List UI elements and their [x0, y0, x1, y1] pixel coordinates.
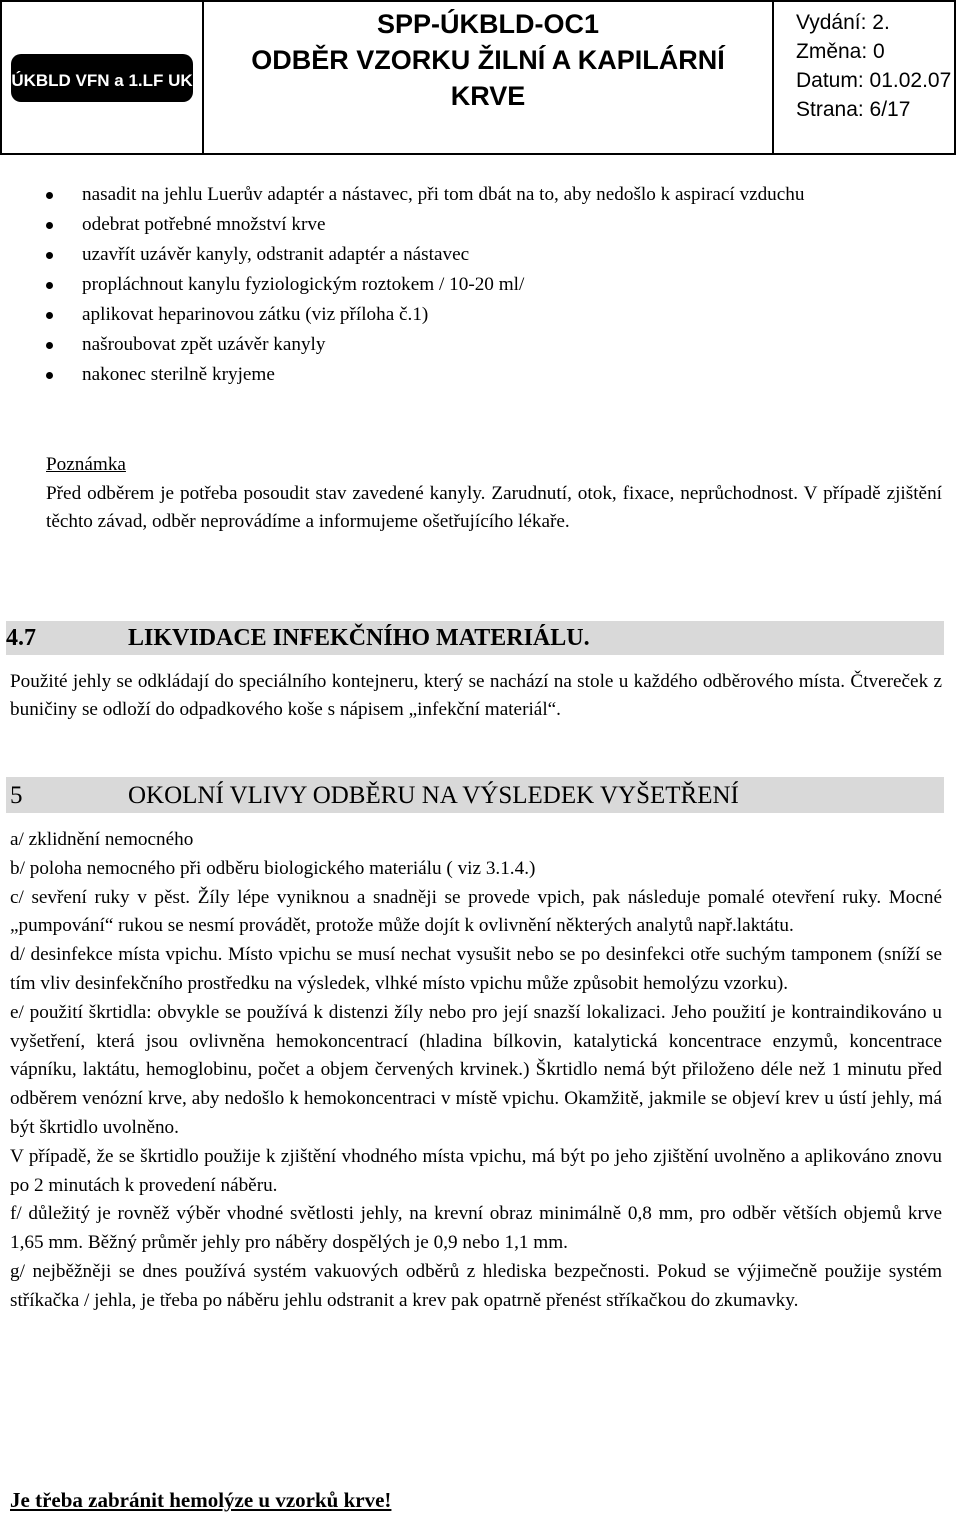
- document-header: [0, 0, 956, 155]
- document-title-line2: KRVE: [450, 81, 526, 111]
- logo-cell: [2, 2, 204, 153]
- procedure-steps: [10, 180, 942, 390]
- section-heading-5: [6, 777, 944, 813]
- change-number: Změna: 0: [796, 40, 885, 63]
- list-item: odebrat potřebné množství krve: [10, 210, 942, 240]
- paragraph: g/ nejběžněji se dnes používá systém vakuových odběrů z hlediska bezpečnosti. Pokud se výjimečně použije systém stříkačka / jehla, je třeba po náběru jehlu odstranit a krev pak opatrně přenést stříkačkou do zkumavky.: [10, 1260, 942, 1311]
- institution-logo: [9, 48, 195, 108]
- list-item: uzavřít uzávěr kanyly, odstranit adaptér a nástavec: [10, 240, 942, 270]
- section-5-body: [10, 826, 942, 1316]
- document-code: SPP-ÚKBLD-OC1: [376, 9, 599, 39]
- document-title-block: [204, 2, 774, 153]
- paragraph: a/ zklidnění nemocného: [10, 829, 194, 850]
- paragraph: V případě, že se škrtidlo použije k zjištění vhodného místa vpichu, má být po jeho zjištění uvolněno a aplikováno znovu po 2 minutách k provedení náběru.: [10, 1145, 942, 1196]
- section-heading-4-7: [6, 621, 944, 655]
- document-meta: [774, 2, 954, 153]
- paragraph: d/ desinfekce místa vpichu. Místo vpichu se musí nechat vysušit nebo se po desinfekci otře suchým tamponem (sníží se tím vliv desinfekčního prostředku na výsledek, vlhké místo vpichu může způsobit hemolýzu vzorku).: [10, 944, 942, 994]
- list-item: aplikovat heparinovou zátku (viz příloha č.1): [10, 300, 942, 330]
- bullet-list: [10, 180, 942, 390]
- page-number: Strana: 6/17: [796, 98, 911, 121]
- list-item: propláchnout kanylu fyziologickým roztokem / 10-20 ml/: [10, 270, 942, 300]
- issue-number: Vydání: 2.: [796, 11, 890, 34]
- final-warning: Je třeba zabránit hemolýze u vzorků krve!: [10, 1488, 392, 1512]
- paragraph: b/ poloha nemocného při odběru biologického materiálu ( viz 3.1.4.): [10, 857, 536, 879]
- section-title: OKOLNÍ VLIVY ODBĚRU NA VÝSLEDEK VYŠETŘENÍ: [128, 782, 739, 809]
- paragraph: c/ sevření ruky v pěst. Žíly lépe vyniknou a snadněji se provede vpich, pak následuje pomalé otevření ruky. Mocné „pumpování“ rukou se nesmí provádět, protože může dojít k ovlivnění některých analytů např.laktátu.: [10, 886, 942, 937]
- section-number: 5: [10, 782, 23, 809]
- issue-date: Datum: 01.02.07: [796, 69, 952, 92]
- note-title: Poznámka: [46, 454, 126, 475]
- note-block: [46, 450, 942, 536]
- paragraph: e/ použití škrtidla: obvykle se používá k distenzi žíly nebo pro její snazší lokalizaci. Jeho použití je kontraindikováno u vyšetření, která jsou ovlivněna hemokoncentrací (hladina bílkovin, katalytická koncentrace enzymů, koncentrace vápníku, laktátu, hemoglobinu, počet a objem červených krvinek.) Škrtidlo nemá být přiloženo déle než 1 minutu před odběrem venózní krve, aby nedošlo k hemokoncentraci v místě vpichu. Okamžitě, jakmile se objeví krev u ústí jehly, má být škrtidlo uvolněno.: [10, 1001, 942, 1138]
- note-text: Před odběrem je potřeba posoudit stav zavedené kanyly. Zarudnutí, otok, fixace, neprůchodnost. V případě zjištění těchto závad, odběr neprovádíme a informujeme ošetřujícího lékaře.: [46, 483, 942, 532]
- document-title-line1: ODBĚR VZORKU ŽILNÍ A KAPILÁRNÍ: [251, 45, 725, 75]
- list-item: našroubovat zpět uzávěr kanyly: [10, 330, 942, 360]
- section-title: LIKVIDACE INFEKČNÍHO MATERIÁLU.: [128, 625, 590, 651]
- section-4-7-text: Použité jehly se odkládají do speciálního kontejneru, který se nachází na stole u každého odběrového místa. Čtvereček z buničiny se odloží do odpadkového koše s nápisem „infekční materiál“.: [10, 671, 942, 720]
- list-item: nakonec sterilně kryjeme: [10, 360, 942, 390]
- list-item: nasadit na jehlu Luerův adaptér a nástavec, při tom dbát na to, aby nedošlo k aspirací vzduchu: [10, 180, 942, 210]
- paragraph: f/ důležitý je rovněž výběr vhodné světlosti jehly, na krevní obraz minimálně 0,8 mm, pro odběr větších objemů krve 1,65 mm. Běžný průměr jehly pro náběry dospělých je 0,9 nebo 1,1 mm.: [10, 1203, 942, 1254]
- section-number: 4.7: [6, 625, 36, 651]
- svg-text:ÚKBLD VFN a 1.LF UK: ÚKBLD VFN a 1.LF UK: [11, 70, 193, 90]
